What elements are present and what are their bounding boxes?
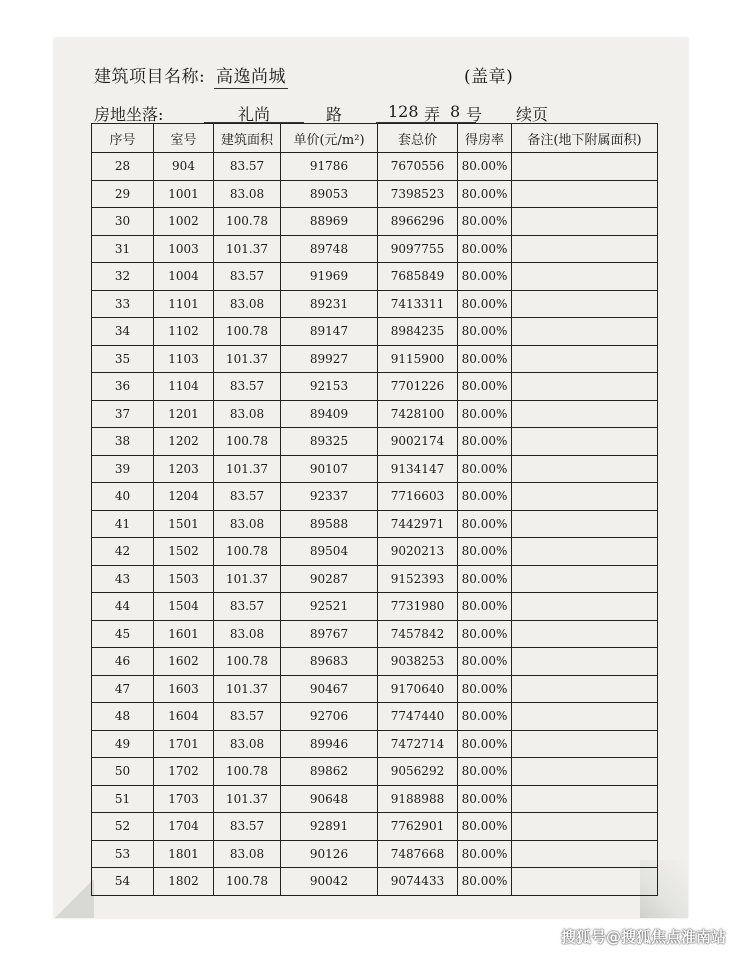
total-price-cell: 7747440 [378, 703, 458, 731]
total-price-cell: 9020213 [378, 538, 458, 566]
efficiency-rate-cell: 80.00% [458, 400, 512, 428]
room-number-cell: 1702 [154, 758, 214, 786]
row-number-cell: 28 [92, 153, 154, 181]
column-header: 建筑面积 [214, 124, 281, 153]
row-number-cell: 30 [92, 208, 154, 236]
row-number-cell: 47 [92, 675, 154, 703]
address-label: 房地坐落: [94, 105, 164, 124]
remarks-cell [512, 180, 658, 208]
table-row [92, 703, 658, 731]
project-name: 高逸尚城 [214, 62, 288, 89]
unit-price-cell: 89767 [281, 620, 378, 648]
efficiency-rate-cell: 80.00% [458, 758, 512, 786]
efficiency-rate-cell: 80.00% [458, 318, 512, 346]
floor-area-cell: 83.57 [214, 373, 281, 401]
remarks-cell [512, 428, 658, 456]
unit-price-cell: 90107 [281, 455, 378, 483]
floor-area-cell: 83.57 [214, 483, 281, 511]
room-number-cell: 1604 [154, 703, 214, 731]
total-price-cell: 7457842 [378, 620, 458, 648]
floor-area-cell: 100.78 [214, 868, 281, 896]
floor-area-cell: 83.08 [214, 400, 281, 428]
efficiency-rate-cell: 80.00% [458, 538, 512, 566]
unit-price-cell: 89862 [281, 758, 378, 786]
table-row [92, 455, 658, 483]
room-number-cell: 1103 [154, 345, 214, 373]
floor-area-cell: 101.37 [214, 675, 281, 703]
table-row [92, 730, 658, 758]
column-header: 序号 [92, 124, 154, 153]
unit-price-cell: 90467 [281, 675, 378, 703]
room-number-cell: 1504 [154, 593, 214, 621]
efficiency-rate-cell: 80.00% [458, 373, 512, 401]
table-row [92, 373, 658, 401]
efficiency-rate-cell: 80.00% [458, 868, 512, 896]
floor-area-cell: 100.78 [214, 648, 281, 676]
row-number-cell: 53 [92, 840, 154, 868]
row-number-cell: 45 [92, 620, 154, 648]
room-number-cell: 1104 [154, 373, 214, 401]
row-number-cell: 48 [92, 703, 154, 731]
building-suffix: 号 [466, 105, 483, 124]
room-number-cell: 1601 [154, 620, 214, 648]
efficiency-rate-cell: 80.00% [458, 153, 512, 181]
remarks-cell [512, 730, 658, 758]
watermark: 搜狐号@搜狐焦点淮南站 [560, 928, 726, 946]
building-number: 8 [450, 102, 461, 121]
efficiency-rate-cell: 80.00% [458, 703, 512, 731]
total-price-cell: 9056292 [378, 758, 458, 786]
remarks-cell [512, 868, 658, 896]
road-suffix: 路 [326, 105, 343, 124]
row-number-cell: 42 [92, 538, 154, 566]
unit-price-cell: 90126 [281, 840, 378, 868]
column-header: 得房率 [458, 124, 512, 153]
room-number-cell: 1704 [154, 813, 214, 841]
table-row [92, 235, 658, 263]
total-price-cell: 7762901 [378, 813, 458, 841]
room-number-cell: 1001 [154, 180, 214, 208]
table-body [92, 153, 658, 896]
total-price-cell: 7716603 [378, 483, 458, 511]
efficiency-rate-cell: 80.00% [458, 483, 512, 511]
total-price-cell: 7685849 [378, 263, 458, 291]
total-price-cell: 9038253 [378, 648, 458, 676]
table-row [92, 813, 658, 841]
remarks-cell [512, 483, 658, 511]
room-number-cell: 1802 [154, 868, 214, 896]
row-number-cell: 43 [92, 565, 154, 593]
lane-number: 128 [388, 102, 419, 121]
continued-page: 续页 [516, 105, 549, 124]
total-price-cell: 7472714 [378, 730, 458, 758]
remarks-cell [512, 703, 658, 731]
remarks-cell [512, 840, 658, 868]
total-price-cell: 7398523 [378, 180, 458, 208]
floor-area-cell: 83.08 [214, 290, 281, 318]
column-header: 套总价 [378, 124, 458, 153]
unit-price-cell: 89504 [281, 538, 378, 566]
row-number-cell: 31 [92, 235, 154, 263]
remarks-cell [512, 538, 658, 566]
efficiency-rate-cell: 80.00% [458, 565, 512, 593]
table-row [92, 620, 658, 648]
remarks-cell [512, 620, 658, 648]
row-number-cell: 41 [92, 510, 154, 538]
floor-area-cell: 100.78 [214, 538, 281, 566]
efficiency-rate-cell: 80.00% [458, 648, 512, 676]
price-table [91, 123, 658, 896]
paper-fold-corner [54, 880, 94, 918]
efficiency-rate-cell: 80.00% [458, 455, 512, 483]
room-number-cell: 1002 [154, 208, 214, 236]
table-header-row [92, 124, 658, 153]
floor-area-cell: 100.78 [214, 208, 281, 236]
row-number-cell: 51 [92, 785, 154, 813]
unit-price-cell: 90648 [281, 785, 378, 813]
total-price-cell: 7442971 [378, 510, 458, 538]
room-number-cell: 1602 [154, 648, 214, 676]
row-number-cell: 34 [92, 318, 154, 346]
unit-price-cell: 89325 [281, 428, 378, 456]
efficiency-rate-cell: 80.00% [458, 675, 512, 703]
remarks-cell [512, 648, 658, 676]
unit-price-cell: 92153 [281, 373, 378, 401]
floor-area-cell: 100.78 [214, 428, 281, 456]
total-price-cell: 8984235 [378, 318, 458, 346]
remarks-cell [512, 153, 658, 181]
floor-area-cell: 83.08 [214, 510, 281, 538]
total-price-cell: 9134147 [378, 455, 458, 483]
unit-price-cell: 89147 [281, 318, 378, 346]
efficiency-rate-cell: 80.00% [458, 840, 512, 868]
floor-area-cell: 101.37 [214, 235, 281, 263]
room-number-cell: 1603 [154, 675, 214, 703]
total-price-cell: 9097755 [378, 235, 458, 263]
row-number-cell: 50 [92, 758, 154, 786]
room-number-cell: 1004 [154, 263, 214, 291]
room-number-cell: 1003 [154, 235, 214, 263]
remarks-cell [512, 290, 658, 318]
unit-price-cell: 89946 [281, 730, 378, 758]
project-title-row [94, 62, 654, 88]
efficiency-rate-cell: 80.00% [458, 208, 512, 236]
remarks-cell [512, 510, 658, 538]
unit-price-cell: 90287 [281, 565, 378, 593]
row-number-cell: 40 [92, 483, 154, 511]
remarks-cell [512, 235, 658, 263]
floor-area-cell: 101.37 [214, 785, 281, 813]
efficiency-rate-cell: 80.00% [458, 593, 512, 621]
unit-price-cell: 89748 [281, 235, 378, 263]
room-number-cell: 1203 [154, 455, 214, 483]
row-number-cell: 54 [92, 868, 154, 896]
unit-price-cell: 88969 [281, 208, 378, 236]
efficiency-rate-cell: 80.00% [458, 785, 512, 813]
efficiency-rate-cell: 80.00% [458, 263, 512, 291]
remarks-cell [512, 263, 658, 291]
row-number-cell: 35 [92, 345, 154, 373]
remarks-cell [512, 318, 658, 346]
row-number-cell: 33 [92, 290, 154, 318]
row-number-cell: 46 [92, 648, 154, 676]
unit-price-cell: 90042 [281, 868, 378, 896]
efficiency-rate-cell: 80.00% [458, 290, 512, 318]
row-number-cell: 36 [92, 373, 154, 401]
room-number-cell: 1202 [154, 428, 214, 456]
room-number-cell: 1204 [154, 483, 214, 511]
table-row [92, 263, 658, 291]
efficiency-rate-cell: 80.00% [458, 345, 512, 373]
total-price-cell: 7413311 [378, 290, 458, 318]
efficiency-rate-cell: 80.00% [458, 428, 512, 456]
unit-price-cell: 92706 [281, 703, 378, 731]
room-number-cell: 1703 [154, 785, 214, 813]
room-number-cell: 1102 [154, 318, 214, 346]
column-header: 单价(元/m²) [281, 124, 378, 153]
remarks-cell [512, 813, 658, 841]
floor-area-cell: 83.57 [214, 153, 281, 181]
table-row [92, 483, 658, 511]
efficiency-rate-cell: 80.00% [458, 813, 512, 841]
unit-price-cell: 91786 [281, 153, 378, 181]
table-row [92, 510, 658, 538]
room-number-cell: 1801 [154, 840, 214, 868]
floor-area-cell: 101.37 [214, 565, 281, 593]
unit-price-cell: 92891 [281, 813, 378, 841]
table-row [92, 345, 658, 373]
total-price-cell: 9074433 [378, 868, 458, 896]
room-number-cell: 1502 [154, 538, 214, 566]
remarks-cell [512, 785, 658, 813]
table-row [92, 785, 658, 813]
total-price-cell: 7428100 [378, 400, 458, 428]
room-number-cell: 1201 [154, 400, 214, 428]
floor-area-cell: 83.08 [214, 180, 281, 208]
seal-text: (盖章) [464, 67, 514, 87]
unit-price-cell: 89053 [281, 180, 378, 208]
total-price-cell: 9170640 [378, 675, 458, 703]
unit-price-cell: 92521 [281, 593, 378, 621]
room-number-cell: 1503 [154, 565, 214, 593]
floor-area-cell: 83.08 [214, 840, 281, 868]
total-price-cell: 9152393 [378, 565, 458, 593]
table-row [92, 675, 658, 703]
total-price-cell: 8966296 [378, 208, 458, 236]
total-price-cell: 7670556 [378, 153, 458, 181]
room-number-cell: 1101 [154, 290, 214, 318]
table-row [92, 180, 658, 208]
table-row [92, 153, 658, 181]
floor-area-cell: 83.57 [214, 593, 281, 621]
project-label: 建筑项目名称: [94, 67, 206, 87]
column-header: 备注(地下附属面积) [512, 124, 658, 153]
row-number-cell: 38 [92, 428, 154, 456]
total-price-cell: 9188988 [378, 785, 458, 813]
road-name: 礼尚 [238, 105, 271, 124]
total-price-cell: 7731980 [378, 593, 458, 621]
efficiency-rate-cell: 80.00% [458, 730, 512, 758]
floor-area-cell: 101.37 [214, 455, 281, 483]
row-number-cell: 37 [92, 400, 154, 428]
column-header: 室号 [154, 124, 214, 153]
floor-area-cell: 83.08 [214, 620, 281, 648]
unit-price-cell: 89231 [281, 290, 378, 318]
floor-area-cell: 101.37 [214, 345, 281, 373]
efficiency-rate-cell: 80.00% [458, 180, 512, 208]
table-row [92, 318, 658, 346]
unit-price-cell: 89683 [281, 648, 378, 676]
remarks-cell [512, 208, 658, 236]
unit-price-cell: 91969 [281, 263, 378, 291]
remarks-cell [512, 675, 658, 703]
unit-price-cell: 89927 [281, 345, 378, 373]
floor-area-cell: 83.57 [214, 813, 281, 841]
table-row [92, 565, 658, 593]
floor-area-cell: 100.78 [214, 318, 281, 346]
table-row [92, 758, 658, 786]
row-number-cell: 29 [92, 180, 154, 208]
efficiency-rate-cell: 80.00% [458, 620, 512, 648]
table-row [92, 400, 658, 428]
table-row [92, 208, 658, 236]
row-number-cell: 44 [92, 593, 154, 621]
remarks-cell [512, 565, 658, 593]
remarks-cell [512, 758, 658, 786]
table-row [92, 648, 658, 676]
floor-area-cell: 100.78 [214, 758, 281, 786]
room-number-cell: 1501 [154, 510, 214, 538]
total-price-cell: 7701226 [378, 373, 458, 401]
table-row [92, 868, 658, 896]
table-row [92, 538, 658, 566]
room-number-cell: 904 [154, 153, 214, 181]
total-price-cell: 7487668 [378, 840, 458, 868]
table-row [92, 290, 658, 318]
remarks-cell [512, 455, 658, 483]
total-price-cell: 9002174 [378, 428, 458, 456]
efficiency-rate-cell: 80.00% [458, 235, 512, 263]
unit-price-cell: 89409 [281, 400, 378, 428]
table-row [92, 593, 658, 621]
remarks-cell [512, 400, 658, 428]
remarks-cell [512, 373, 658, 401]
floor-area-cell: 83.57 [214, 703, 281, 731]
remarks-cell [512, 345, 658, 373]
lane-suffix: 弄 [424, 105, 441, 124]
unit-price-cell: 92337 [281, 483, 378, 511]
row-number-cell: 52 [92, 813, 154, 841]
table-row [92, 428, 658, 456]
row-number-cell: 49 [92, 730, 154, 758]
floor-area-cell: 83.08 [214, 730, 281, 758]
table-row [92, 840, 658, 868]
floor-area-cell: 83.57 [214, 263, 281, 291]
total-price-cell: 9115900 [378, 345, 458, 373]
row-number-cell: 39 [92, 455, 154, 483]
room-number-cell: 1701 [154, 730, 214, 758]
efficiency-rate-cell: 80.00% [458, 510, 512, 538]
unit-price-cell: 89588 [281, 510, 378, 538]
row-number-cell: 32 [92, 263, 154, 291]
remarks-cell [512, 593, 658, 621]
